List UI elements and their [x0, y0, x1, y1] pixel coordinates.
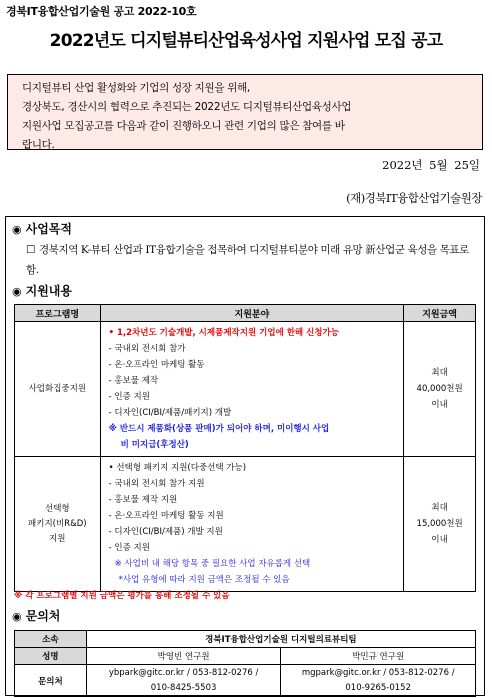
circle-bullet-icon: ◉ [12, 223, 22, 236]
list-item: - 인증 지원 [108, 392, 150, 402]
section-heading-support [12, 282, 72, 299]
amount-text: 40,000천원 [416, 384, 463, 394]
circle-bullet-icon: ◉ [12, 610, 22, 623]
table-header-row [15, 305, 476, 322]
org-name: 경북IT융합산업기술원 디지털의료뷰티팀 [86, 631, 475, 648]
program-name-line: 선택형 [44, 503, 70, 514]
contact-info [86, 665, 281, 697]
table-row [15, 665, 476, 697]
contact-name: 박민규 연구원 [281, 648, 476, 665]
column-header: 지원분야 [100, 305, 404, 322]
amount-footnote: ※ 각 프로그램별 지원 금액은 평가를 통해 조정될 수 있음 [14, 591, 230, 601]
support-heading-label: 지원내용 [25, 284, 72, 298]
table-row [15, 322, 476, 457]
column-header: 지원금액 [404, 305, 476, 322]
condition-note: ※ 반드시 제품화(상품 판매)가 되어야 하며, 미이행시 사업 [108, 424, 330, 434]
row-label: 문의처 [15, 665, 87, 697]
purpose-text [26, 240, 478, 280]
condition-note: 비 미지급(후정산) [120, 440, 189, 450]
column-header: 프로그램명 [15, 305, 101, 322]
intro-line: 경상북도, 경산시의 협력으로 추진되는 2022년도 디지털뷰티산업육성사업 [22, 101, 352, 113]
list-item: - 디자인(CI/BI/제품) 개발 지원 [108, 527, 223, 537]
issuer: (재)경북IT융합산업기술원장 [346, 191, 482, 205]
list-item: - 국내외 전시회 참가 [108, 344, 186, 354]
list-item: - 국내외 전시회 참가 지원 [108, 479, 205, 489]
intro-line: 지원사업 모집공고를 다음과 같이 진행하오니 관련 기업의 많은 참여를 바 [22, 120, 345, 132]
purpose-body: 경북지역 K-뷰티 산업과 IT융합기술을 접목하여 디지털뷰티분야 미래 유망 新산업군 육성을 목표로 함. [26, 244, 469, 276]
row-label: 성명 [15, 648, 87, 665]
list-item: - 온·오프라인 마케팅 활동 [108, 360, 205, 370]
program-name-line: 패키지(비R&D) [28, 518, 87, 529]
eligibility-note: • 1,2차년도 기술개발, 시제품제작지원 기업에 한해 신청가능 [108, 328, 339, 338]
amount-cell [404, 322, 476, 457]
list-item: • 선택형 패키지 지원(다중선택 가능) [108, 463, 247, 473]
section-heading-purpose [12, 220, 72, 237]
list-item: - 인증 지원 [108, 543, 150, 553]
selection-note: *사업 유형에 따라 지원 금액은 조정될 수 있음 [118, 575, 290, 585]
table-row [15, 457, 476, 592]
table-row [15, 631, 476, 648]
support-field-cell [100, 322, 404, 457]
contact-mobile: 010-8425-5503 [150, 682, 217, 693]
program-name: 사업화집중지원 [15, 322, 101, 457]
notice-number: 경북IT융합산업기술원 공고 2022-10호 [6, 5, 197, 18]
page-title: 2022년도 디지털뷰티산업육성사업 지원사업 모집 공고 [49, 31, 443, 51]
amount-text: 15,000천원 [416, 519, 463, 529]
checkbox-icon: ☐ [26, 244, 36, 256]
notice-date: 2022년 5월 25일 [382, 158, 480, 172]
section-heading-contact [12, 607, 60, 624]
list-item: - 온·오프라인 마케팅 활동 지원 [108, 511, 224, 521]
contact-name: 박영빈 연구원 [86, 648, 281, 665]
amount-text: 이내 [431, 400, 448, 410]
amount-cell [404, 457, 476, 592]
contact-heading-label: 문의처 [25, 609, 61, 623]
circle-bullet-icon: ◉ [12, 285, 22, 298]
row-label: 소속 [15, 631, 87, 648]
amount-text: 이내 [431, 535, 448, 545]
contact-email-phone: ybpark@gitc.or.kr / 053-812-0276 / [108, 667, 259, 678]
contact-table [14, 630, 476, 697]
program-name-line: 지원 [49, 533, 66, 544]
support-field-cell [100, 457, 404, 592]
table-row [15, 648, 476, 665]
list-item: - 디자인(CI/BI/제품/패키지) 개발 [108, 408, 232, 418]
support-table [14, 304, 476, 592]
contact-info [281, 665, 476, 697]
selection-note: ※ 사업비 내 해당 항목 중 필요한 사업 자유롭게 선택 [114, 559, 311, 569]
list-item: - 홍보물 제작 지원 [108, 495, 178, 505]
contact-mobile: 010-9265-0152 [345, 682, 411, 693]
purpose-heading-label: 사업목적 [25, 222, 72, 236]
intro-line: 디지털뷰티 산업 활성화와 기업의 성장 지원을 위해, [22, 82, 250, 94]
amount-text: 최대 [431, 368, 448, 378]
list-item: - 홍보물 제작 [108, 376, 159, 386]
amount-text: 최대 [431, 503, 448, 513]
intro-box [7, 74, 483, 150]
intro-line: 랍니다. [22, 139, 55, 151]
program-name [15, 457, 101, 592]
contact-email-phone: mgpark@gitc.or.kr / 053-812-0276 / [301, 667, 455, 678]
